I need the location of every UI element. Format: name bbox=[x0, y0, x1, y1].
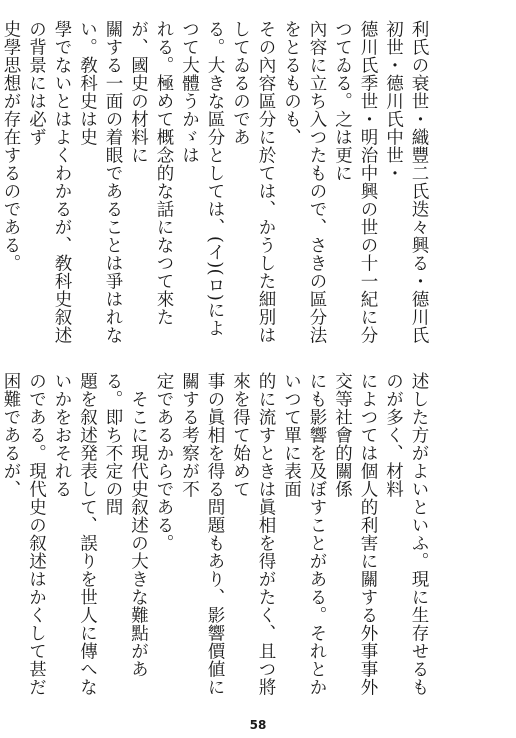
lower-text-block bbox=[1, 372, 482, 702]
page-number: 58 bbox=[249, 718, 267, 732]
lower-paragraphs: 述した方がよいといふ。現に生存せるものが多く、材料 によつては個人的利害に關する外事事外交等社會的關係 にも影響を及ぼすことがある。それとかいつて單に表面 的に流すときは眞相を得がたく、且つ將來を得て始めて 事の眞相を得る問題もあり、影響價値に關する考察が不 定であるからである。 そこに現代史叙述の大きな難點がある。即ち不定の問 題を叙述発表して、誤りを世人に傳へないかをおそれる のである。現代史の叙述はかくして甚だ困難であるが、 bbox=[1, 372, 429, 696]
upper-text-block bbox=[1, 20, 482, 350]
upper-paragraphs: 利氏の衰世・織豐二氏迭々興る・德川氏初世・德川氏中世・ 德川氏季世・明治中興の世の十一紀に分つてゐる。之は更に 內容に立ち入つたもので、さきの區分法をとるものも、 その內容區分に於ては、かうした細別はしてゐるのであ る。大きな區分としては、(イ)(ロ)によつて大體うかゞは れる。極めて概念的な話になつて來たが、國史の材料に 關する一面の着眼であることは爭はれない。敎科史は史 學でないとはよくわかるが、敎科史叙述の背景には必ず 史學思想が存在するのである。 bbox=[1, 20, 429, 344]
